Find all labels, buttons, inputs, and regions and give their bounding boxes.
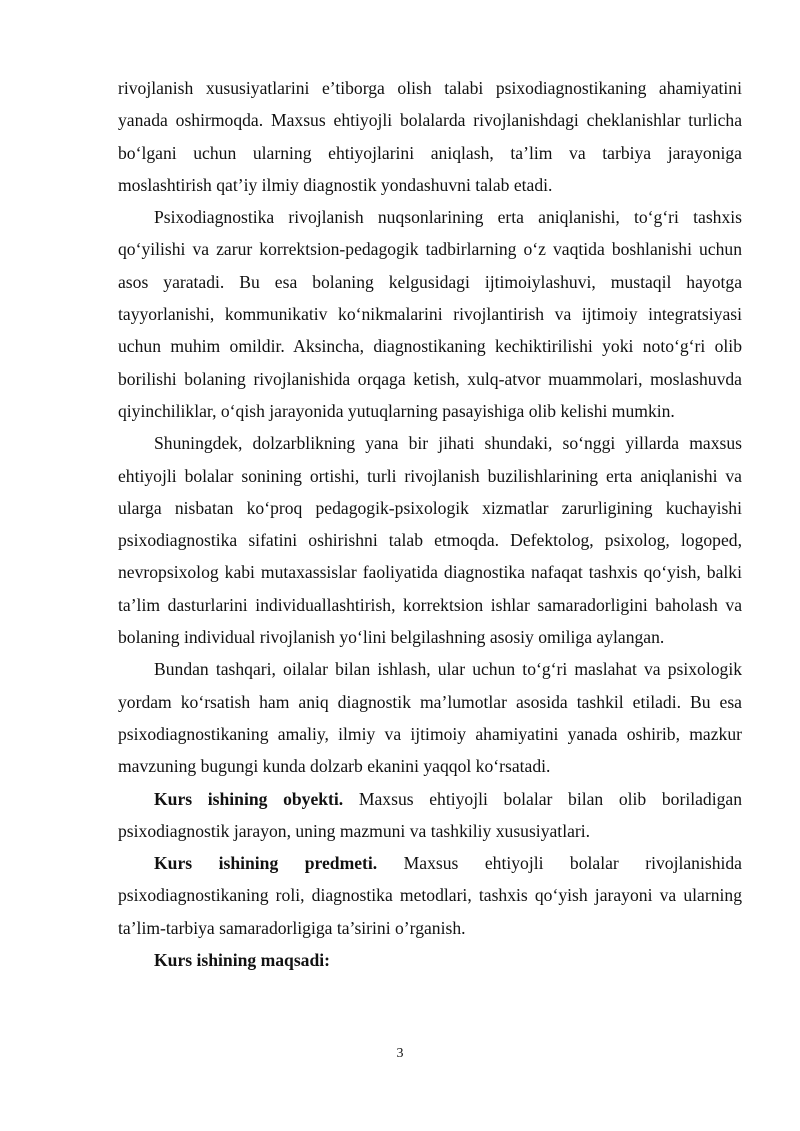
section-predmet-heading: Kurs ishining predmeti. [154,853,378,874]
paragraph-psixodiagnostika: Psixodiagnostika rivojlanish nuqsonlarining erta aniqlanishi, to‘g‘ri tashxis qo‘yilishi va zarur korrektsion-pedagogik tadbirlarning o‘z vaqtida boshlanishi uchun asos yaratadi. Bu esa bolaning kelgusidagi ijtimoiylashuvi, mustaqil hayotga tayyorlanishi, kommunikativ ko‘nikmalarini rivojlantirish va ijtimoiy integratsiyasi uchun muhim omildir. Aksincha, diagnostikaning kechiktirilishi yoki noto‘g‘ri olib borilishi bolaning rivojlanishida orqaga ketish, xulq-atvor muammolari, moslashuvda qiyinchiliklar, o‘qish jarayonida yutuqlarning pasayishiga olib kelishi mumkin. [118,207,742,421]
paragraph-oilalar: Bundan tashqari, oilalar bilan ishlash, ular uchun to‘g‘ri maslahat va psixologik yordam ko‘rsatish ham aniq diagnostik ma’lumotlar asosida tashkil etiladi. Bu esa psixodiagnostikaning amaliy, ilmiy va ijtimoiy ahamiyatini yanada oshirib, mazkur mavzuning bugungi kunda dolzarb ekanini yaqqol ko‘rsatadi. [118,659,742,777]
section-maqsad-heading: Kurs ishining maqsadi: [154,950,330,971]
section-predmet-text: Maxsus ehtiyojli bolalar rivojlanishida psixodiagnostikaning roli, diagnostika metodlari, tashxis qo‘yish jarayoni va ularning ta’lim-tarbiya samaradorligiga ta’sirini o’rganish. [118,853,742,938]
body-text [118,72,742,976]
section-maqsad [118,944,742,976]
section-obyekt [118,783,742,848]
section-predmet [118,847,742,944]
section-obyekt-heading: Kurs ishining obyekti. [154,788,344,809]
paragraph-dolzarblik: Shuningdek, dolzarblikning yana bir jihati shundaki, so‘nggi yillarda maxsus ehtiyojli bolalar sonining ortishi, turli rivojlanish buzilishlarining erta aniqlanishi va ularga nisbatan ko‘proq pedagogik-psixologik xizmatlar zarurligining kuchayishi psixodiagnostika sifatini oshirishni talab etmoqda. Defektolog, psixolog, logoped, nevropsixolog kabi mutaxassislar faoliyatida diagnostika nafaqat tashxis qo‘yish, balki ta’lim dasturlarini individuallashtirish, korrektsion ishlar samaradorligini baholash va bolaning individual rivojlanish yo‘lini belgilashning asosiy omiliga aylangan. [118,433,742,648]
paragraph-continuation: rivojlanish xususiyatlarini e’tiborga olish talabi psixodiagnostikaning ahamiyatini yanada oshirmoqda. Maxsus ehtiyojli bolalarda rivojlanishdagi cheklanishlar turlicha bo‘lgani uchun ularning ehtiyojlarini aniqlash, ta’lim va tarbiya jarayoniga moslashtirish qat’iy ilmiy diagnostik yondashuvni talab etadi. [118,78,742,195]
section-obyekt-text: Maxsus ehtiyojli bolalar bilan olib boriladigan psixodiagnostik jarayon, uning mazmuni va tashkiliy xususiyatlari. [118,788,742,841]
page-number: 3 [396,1046,404,1061]
